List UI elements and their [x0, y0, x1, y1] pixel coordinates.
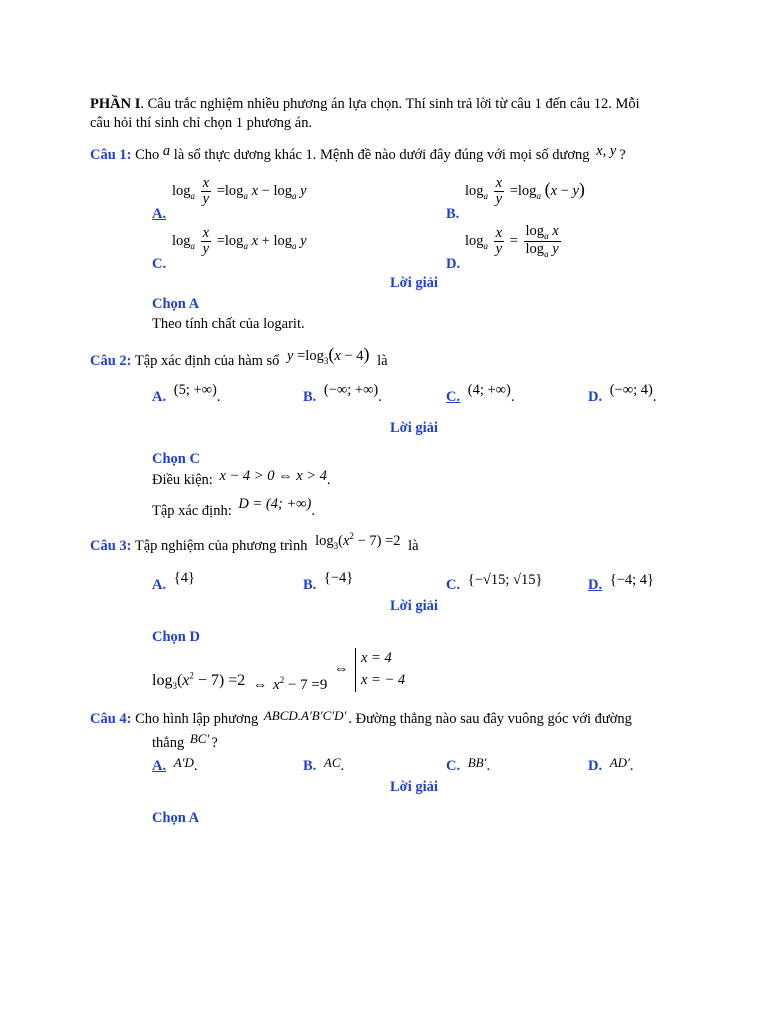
q3-system: x = 4 x = − 4 — [355, 648, 405, 692]
q2-option-d[interactable]: D. (−∞; 4). — [588, 382, 657, 405]
part-heading — [90, 95, 640, 113]
q4-option-a[interactable]: A. A′D. — [152, 755, 198, 774]
q1-option-c-formula: $\log_a$ $\frac{x}{y}$ $=\log_a$ $x + \log_a y$ — [172, 225, 307, 258]
q3-text: Tập nghiệm của phương trình — [134, 537, 308, 554]
q3-option-d[interactable]: D. {−4; 4} — [588, 572, 654, 593]
q3-option-a[interactable]: A. {4} — [152, 570, 195, 593]
q4-cube: ABCD.A′B′C′D′ — [263, 708, 347, 723]
q1-solution-title: Lời giải — [390, 275, 438, 291]
part-text: . Câu trắc nghiệm nhiều phương án lựa chọn. Thí sinh trả lời từ câu 1 đến câu 12. Mỗi — [140, 96, 640, 112]
q1-option-a-formula: $\log_a$ $\frac{x}{y}$ $=\log_a$ $x - \log_a y$ — [172, 175, 307, 208]
q2-condition: Điều kiện: x − 4 > 0 ⇔ x > 4. — [152, 468, 331, 488]
q1-text-c: . Mệnh đề nào dưới đây đúng với mọi số dương — [312, 147, 590, 163]
q4-line2: thẳng BC′ ? — [152, 731, 218, 751]
question-2 — [90, 344, 388, 372]
q3-option-c[interactable]: C. {−√15; √15} — [446, 572, 543, 593]
q3-label: Câu 3: — [90, 537, 132, 554]
q4-option-b[interactable]: B. AC. — [303, 755, 345, 774]
q1-num: 1 — [305, 147, 313, 163]
question-4 — [90, 710, 632, 728]
q2-domain: Tập xác định: D = (4; +∞). — [152, 496, 315, 519]
q2-formula: $y =\log_3(x - 4)$ — [287, 344, 370, 366]
q4-solution-title: Lời giải — [390, 779, 438, 795]
q3-log-eq: $\log_3(x^2 - 7) =2$ — [152, 671, 246, 692]
part-title: PHẦN I — [90, 96, 141, 112]
question-1 — [90, 143, 626, 164]
q4-option-c[interactable]: C. BB′. — [446, 755, 491, 774]
q4-label: Câu 4: — [90, 711, 132, 727]
q3-solution-work — [152, 648, 328, 694]
q1-option-d-label[interactable]: D. — [446, 256, 461, 272]
q4-option-d[interactable]: D. AD′. — [588, 755, 634, 774]
q3-quad-eq: $x^2 - 7 =9$ — [273, 675, 328, 694]
q2-option-a[interactable]: A. (5; +∞). — [152, 382, 221, 405]
q1-option-b-formula: $\log_a$ $\frac{x}{y}$ $=\log_a$ (x − y) — [465, 175, 585, 208]
q3-chosen: Chọn D — [152, 629, 200, 645]
q3-equation: $\log_3(x^2 - 7) =2$ — [315, 531, 401, 551]
q2-text-end: là — [377, 353, 388, 369]
q1-text-b: là số thực dương khác — [173, 147, 302, 163]
q1-vars: x, y — [596, 143, 617, 159]
q2-chosen: Chọn C — [152, 451, 200, 467]
q1-var-a: a — [162, 143, 171, 159]
iff-symbol-2: ⇔ — [334, 661, 349, 677]
q1-explanation: Theo tính chất của logarit. — [152, 316, 305, 332]
question-3 — [90, 531, 419, 557]
q4-text: Cho hình lập phương — [135, 711, 259, 727]
q3-option-b[interactable]: B. {−4} — [303, 570, 354, 593]
q2-text: Tập xác định của hàm số — [134, 353, 280, 369]
iff-symbol-1: ⇔ — [252, 677, 268, 694]
q1-chosen: Chọn A — [152, 296, 200, 312]
q2-option-b[interactable]: B. (−∞; +∞). — [303, 382, 382, 405]
q1-text-a: Cho — [135, 147, 160, 163]
q2-solution-title: Lời giải — [390, 420, 438, 436]
q1-option-a-label[interactable]: A. — [152, 206, 167, 222]
q2-label: Câu 2: — [90, 353, 132, 369]
q3-solution-title: Lời giải — [390, 598, 438, 614]
q3-text-end: là — [408, 537, 419, 554]
part-text-line2: câu hỏi thí sinh chỉ chọn 1 phương án. — [90, 115, 313, 131]
q1-option-b-label[interactable]: B. — [446, 206, 460, 222]
q1-option-d-formula: $\log_a$ $\frac{x}{y}$ = $\frac{\log_a x}{\log_a y}$ — [465, 223, 559, 260]
q4-text2: . Đường thẳng nào sau đây vuông góc với đường — [348, 711, 632, 727]
q4-chosen: Chọn A — [152, 810, 200, 826]
q2-option-c[interactable]: C. (4; +∞). — [446, 382, 515, 405]
q1-option-c-label[interactable]: C. — [152, 256, 167, 272]
q1-label: Câu 1: — [90, 147, 132, 163]
q1-text-d: ? — [619, 147, 626, 163]
